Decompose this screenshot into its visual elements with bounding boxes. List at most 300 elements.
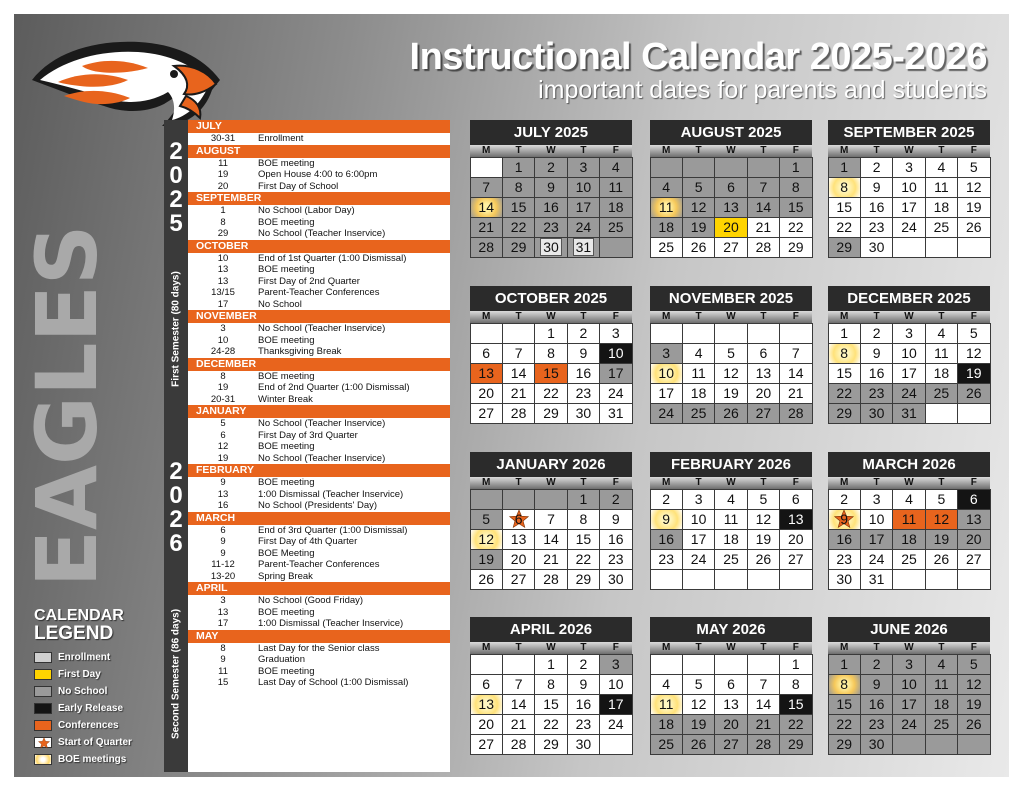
day-cell[interactable] xyxy=(779,383,812,404)
day-cell[interactable] xyxy=(828,734,861,755)
legend-item-star xyxy=(34,734,164,751)
day-cell[interactable] xyxy=(534,734,567,755)
day-cell[interactable] xyxy=(779,403,812,424)
day-cell[interactable] xyxy=(925,694,958,715)
day-cell[interactable] xyxy=(682,549,715,570)
day-cell[interactable] xyxy=(714,734,747,755)
month-calendar xyxy=(470,286,632,423)
day-cell[interactable] xyxy=(860,403,893,424)
empty-day-cell xyxy=(957,734,990,755)
event-date: 16 xyxy=(217,500,229,511)
day-cell[interactable] xyxy=(957,157,990,178)
day-cell[interactable] xyxy=(470,529,503,550)
day-cell[interactable] xyxy=(682,217,715,238)
day-cell[interactable] xyxy=(860,197,893,218)
day-cell[interactable] xyxy=(957,363,990,384)
day-cell[interactable] xyxy=(828,549,861,570)
day-cell[interactable] xyxy=(534,363,567,384)
day-cell[interactable] xyxy=(957,343,990,364)
day-cell[interactable] xyxy=(470,177,503,198)
day-number: 19 xyxy=(933,530,950,547)
day-cell[interactable] xyxy=(534,714,567,735)
day-cell[interactable] xyxy=(567,674,600,695)
day-cell[interactable] xyxy=(650,734,683,755)
day-cell[interactable] xyxy=(747,383,780,404)
day-cell[interactable] xyxy=(567,403,600,424)
day-cell[interactable] xyxy=(567,489,600,510)
day-cell[interactable] xyxy=(892,489,925,510)
day-cell[interactable] xyxy=(567,343,600,364)
day-cell[interactable] xyxy=(534,654,567,675)
day-cell[interactable] xyxy=(828,177,861,198)
day-cell[interactable] xyxy=(682,694,715,715)
day-cell[interactable] xyxy=(682,383,715,404)
day-cell[interactable] xyxy=(567,157,600,178)
day-cell[interactable] xyxy=(534,509,567,530)
day-cell[interactable] xyxy=(534,343,567,364)
day-cell[interactable] xyxy=(502,403,535,424)
day-cell[interactable] xyxy=(599,197,632,218)
day-cell[interactable] xyxy=(779,177,812,198)
day-cell[interactable] xyxy=(860,549,893,570)
day-cell[interactable] xyxy=(534,403,567,424)
day-cell[interactable] xyxy=(682,403,715,424)
day-cell[interactable] xyxy=(470,197,503,218)
day-cell[interactable] xyxy=(650,383,683,404)
day-cell[interactable] xyxy=(957,549,990,570)
day-cell[interactable] xyxy=(779,509,812,530)
day-cell[interactable] xyxy=(502,509,535,530)
day-cell[interactable] xyxy=(567,694,600,715)
day-cell[interactable] xyxy=(567,549,600,570)
day-cell[interactable] xyxy=(828,694,861,715)
day-cell[interactable] xyxy=(682,363,715,384)
day-cell[interactable] xyxy=(747,714,780,735)
day-number: 16 xyxy=(836,530,852,547)
day-cell[interactable] xyxy=(860,529,893,550)
day-cell[interactable] xyxy=(892,323,925,344)
day-number: 23 xyxy=(575,715,592,732)
weekday-header: W xyxy=(546,642,556,653)
day-cell[interactable] xyxy=(957,674,990,695)
event-row xyxy=(188,654,450,666)
day-cell[interactable] xyxy=(957,217,990,238)
day-cell[interactable] xyxy=(747,363,780,384)
day-cell[interactable] xyxy=(470,549,503,570)
day-number: 19 xyxy=(723,384,739,401)
day-cell[interactable] xyxy=(860,323,893,344)
day-cell[interactable] xyxy=(682,237,715,258)
day-cell[interactable] xyxy=(779,734,812,755)
day-cell[interactable] xyxy=(470,734,503,755)
day-cell[interactable] xyxy=(470,694,503,715)
day-cell[interactable] xyxy=(650,549,683,570)
day-cell[interactable] xyxy=(650,694,683,715)
day-cell[interactable] xyxy=(470,714,503,735)
day-cell[interactable] xyxy=(747,674,780,695)
month-title: DECEMBER 2025 xyxy=(828,286,990,311)
day-cell[interactable] xyxy=(470,509,503,530)
day-cell[interactable] xyxy=(534,157,567,178)
day-cell[interactable] xyxy=(650,674,683,695)
day-cell[interactable] xyxy=(892,403,925,424)
day-cell[interactable] xyxy=(957,694,990,715)
day-number: 1 xyxy=(791,158,800,175)
day-cell[interactable] xyxy=(534,549,567,570)
day-cell[interactable] xyxy=(892,217,925,238)
day-number: 24 xyxy=(608,715,624,732)
day-cell[interactable] xyxy=(925,509,958,530)
day-cell[interactable] xyxy=(925,217,958,238)
day-cell[interactable] xyxy=(567,529,600,550)
event-row xyxy=(188,571,450,583)
day-cell[interactable] xyxy=(682,529,715,550)
day-cell[interactable] xyxy=(682,734,715,755)
day-cell[interactable] xyxy=(682,509,715,530)
day-cell[interactable] xyxy=(714,383,747,404)
day-cell[interactable] xyxy=(599,177,632,198)
day-cell[interactable] xyxy=(747,694,780,715)
day-cell[interactable] xyxy=(502,569,535,590)
day-number: 25 xyxy=(723,550,739,567)
day-cell[interactable] xyxy=(714,403,747,424)
day-cell[interactable] xyxy=(925,529,958,550)
day-cell[interactable] xyxy=(470,383,503,404)
day-cell[interactable] xyxy=(860,363,893,384)
day-cell[interactable] xyxy=(714,694,747,715)
day-cell[interactable] xyxy=(599,549,632,570)
day-cell[interactable] xyxy=(860,674,893,695)
day-cell[interactable] xyxy=(502,217,535,238)
day-cell[interactable] xyxy=(925,674,958,695)
event-row xyxy=(188,441,450,453)
day-cell[interactable] xyxy=(828,529,861,550)
day-cell[interactable] xyxy=(828,237,861,258)
day-cell[interactable] xyxy=(957,654,990,675)
day-cell[interactable] xyxy=(714,714,747,735)
day-cell[interactable] xyxy=(599,569,632,590)
day-cell[interactable] xyxy=(828,323,861,344)
day-cell[interactable] xyxy=(599,489,632,510)
day-cell[interactable] xyxy=(860,734,893,755)
day-cell[interactable] xyxy=(925,549,958,570)
day-cell[interactable] xyxy=(747,509,780,530)
day-cell[interactable] xyxy=(892,197,925,218)
day-cell[interactable] xyxy=(502,383,535,404)
day-cell[interactable] xyxy=(502,549,535,570)
day-cell[interactable] xyxy=(534,529,567,550)
day-number: 27 xyxy=(510,570,527,587)
legend-swatch xyxy=(34,652,52,663)
day-cell[interactable] xyxy=(470,343,503,364)
day-cell[interactable] xyxy=(892,157,925,178)
day-cell[interactable] xyxy=(747,197,780,218)
day-cell[interactable] xyxy=(599,343,632,364)
day-cell[interactable] xyxy=(534,217,567,238)
day-cell[interactable] xyxy=(599,694,632,715)
day-cell[interactable] xyxy=(502,177,535,198)
day-cell[interactable] xyxy=(828,489,861,510)
day-cell[interactable] xyxy=(682,674,715,695)
day-cell[interactable] xyxy=(714,217,747,238)
day-cell[interactable] xyxy=(534,237,567,258)
day-cell[interactable] xyxy=(957,323,990,344)
day-cell[interactable] xyxy=(828,197,861,218)
day-cell[interactable] xyxy=(860,217,893,238)
day-cell[interactable] xyxy=(534,323,567,344)
day-cell[interactable] xyxy=(599,403,632,424)
day-cell[interactable] xyxy=(860,237,893,258)
day-cell[interactable] xyxy=(502,734,535,755)
day-cell[interactable] xyxy=(714,177,747,198)
day-cell[interactable] xyxy=(747,237,780,258)
day-cell[interactable] xyxy=(567,509,600,530)
day-cell[interactable] xyxy=(925,343,958,364)
day-cell[interactable] xyxy=(502,529,535,550)
day-cell[interactable] xyxy=(747,489,780,510)
day-cell[interactable] xyxy=(828,363,861,384)
day-cell[interactable] xyxy=(650,177,683,198)
day-cell[interactable] xyxy=(925,197,958,218)
day-cell[interactable] xyxy=(779,197,812,218)
day-cell[interactable] xyxy=(650,197,683,218)
day-cell[interactable] xyxy=(567,383,600,404)
day-cell[interactable] xyxy=(502,694,535,715)
day-cell[interactable] xyxy=(828,569,861,590)
day-cell[interactable] xyxy=(779,654,812,675)
day-cell[interactable] xyxy=(892,343,925,364)
day-cell[interactable] xyxy=(957,714,990,735)
day-cell[interactable] xyxy=(682,177,715,198)
day-cell[interactable] xyxy=(470,217,503,238)
day-cell[interactable] xyxy=(860,569,893,590)
day-cell[interactable] xyxy=(714,197,747,218)
day-cell[interactable] xyxy=(747,217,780,238)
day-number: 4 xyxy=(662,178,671,195)
day-cell[interactable] xyxy=(650,343,683,364)
day-cell[interactable] xyxy=(779,363,812,384)
day-cell[interactable] xyxy=(650,489,683,510)
day-cell[interactable] xyxy=(860,694,893,715)
day-cell[interactable] xyxy=(957,177,990,198)
day-cell[interactable] xyxy=(892,529,925,550)
day-cell[interactable] xyxy=(682,489,715,510)
day-cell[interactable] xyxy=(650,237,683,258)
day-cell[interactable] xyxy=(714,343,747,364)
day-cell[interactable] xyxy=(599,714,632,735)
day-cell[interactable] xyxy=(828,157,861,178)
day-number: 15 xyxy=(543,695,559,712)
day-cell[interactable] xyxy=(892,509,925,530)
day-cell[interactable] xyxy=(567,363,600,384)
day-cell[interactable] xyxy=(470,674,503,695)
day-number: 7 xyxy=(482,178,491,195)
day-cell[interactable] xyxy=(567,197,600,218)
weekday-header-row xyxy=(650,642,812,654)
day-cell[interactable] xyxy=(925,489,958,510)
day-cell[interactable] xyxy=(779,549,812,570)
day-cell[interactable] xyxy=(779,237,812,258)
month-events-march xyxy=(188,512,450,583)
day-cell[interactable] xyxy=(470,569,503,590)
day-cell[interactable] xyxy=(502,343,535,364)
day-cell[interactable] xyxy=(650,217,683,238)
day-cell[interactable] xyxy=(650,529,683,550)
calendar-poster xyxy=(14,14,1009,777)
day-cell[interactable] xyxy=(925,714,958,735)
weekday-header: T xyxy=(873,642,880,653)
day-cell[interactable] xyxy=(828,383,861,404)
day-cell[interactable] xyxy=(925,383,958,404)
day-cell[interactable] xyxy=(957,197,990,218)
day-cell[interactable] xyxy=(502,363,535,384)
day-number: 28 xyxy=(755,238,772,255)
day-cell[interactable] xyxy=(599,674,632,695)
day-cell[interactable] xyxy=(714,237,747,258)
day-cell[interactable] xyxy=(779,489,812,510)
day-cell[interactable] xyxy=(502,237,535,258)
day-cell[interactable] xyxy=(534,674,567,695)
day-cell[interactable] xyxy=(682,714,715,735)
day-cell[interactable] xyxy=(892,177,925,198)
day-cell[interactable] xyxy=(892,714,925,735)
day-cell[interactable] xyxy=(567,714,600,735)
day-cell[interactable] xyxy=(892,694,925,715)
day-number: 15 xyxy=(788,198,804,215)
day-cell[interactable] xyxy=(828,714,861,735)
day-cell[interactable] xyxy=(599,217,632,238)
day-cell[interactable] xyxy=(828,217,861,238)
day-cell[interactable] xyxy=(957,509,990,530)
day-cell[interactable] xyxy=(957,489,990,510)
day-cell[interactable] xyxy=(567,734,600,755)
day-cell[interactable] xyxy=(567,177,600,198)
day-cell[interactable] xyxy=(860,714,893,735)
day-cell[interactable] xyxy=(534,177,567,198)
day-cell[interactable] xyxy=(779,714,812,735)
day-cell[interactable] xyxy=(714,549,747,570)
day-cell[interactable] xyxy=(567,237,600,258)
day-cell[interactable] xyxy=(650,363,683,384)
day-cell[interactable] xyxy=(828,343,861,364)
day-number: 25 xyxy=(933,218,950,235)
day-cell[interactable] xyxy=(534,383,567,404)
event-row xyxy=(188,548,450,560)
day-cell[interactable] xyxy=(860,177,893,198)
day-number: 3 xyxy=(872,490,881,507)
day-cell[interactable] xyxy=(599,363,632,384)
day-cell[interactable] xyxy=(860,489,893,510)
day-cell[interactable] xyxy=(470,363,503,384)
day-cell[interactable] xyxy=(599,654,632,675)
day-cell[interactable] xyxy=(828,403,861,424)
day-cell[interactable] xyxy=(747,549,780,570)
day-cell[interactable] xyxy=(714,489,747,510)
weekday-header: F xyxy=(792,477,799,488)
day-cell[interactable] xyxy=(567,323,600,344)
day-cell[interactable] xyxy=(860,157,893,178)
day-cell[interactable] xyxy=(714,363,747,384)
day-cell[interactable] xyxy=(747,529,780,550)
day-cell[interactable] xyxy=(502,674,535,695)
day-cell[interactable] xyxy=(650,714,683,735)
day-cell[interactable] xyxy=(599,529,632,550)
day-cell[interactable] xyxy=(779,343,812,364)
day-cell[interactable] xyxy=(650,509,683,530)
day-cell[interactable] xyxy=(599,157,632,178)
day-cell[interactable] xyxy=(779,694,812,715)
day-cell[interactable] xyxy=(860,343,893,364)
day-cell[interactable] xyxy=(925,654,958,675)
day-cell[interactable] xyxy=(714,509,747,530)
day-cell[interactable] xyxy=(682,197,715,218)
day-cell[interactable] xyxy=(892,674,925,695)
day-cell[interactable] xyxy=(747,734,780,755)
day-number: 8 xyxy=(547,675,555,692)
day-cell[interactable] xyxy=(747,177,780,198)
day-cell[interactable] xyxy=(567,654,600,675)
day-cell[interactable] xyxy=(534,197,567,218)
empty-day-cell xyxy=(682,569,715,590)
day-cell[interactable] xyxy=(682,343,715,364)
day-cell[interactable] xyxy=(567,569,600,590)
day-cell[interactable] xyxy=(779,674,812,695)
day-cell[interactable] xyxy=(925,363,958,384)
day-cell[interactable] xyxy=(502,714,535,735)
day-cell[interactable] xyxy=(860,509,893,530)
day-cell[interactable] xyxy=(714,674,747,695)
day-cell[interactable] xyxy=(892,363,925,384)
calendar-legend xyxy=(34,608,164,768)
day-cell[interactable] xyxy=(892,383,925,404)
day-cell[interactable] xyxy=(860,654,893,675)
day-cell[interactable] xyxy=(650,403,683,424)
day-cell[interactable] xyxy=(534,694,567,715)
day-number: 27 xyxy=(966,550,982,567)
day-cell[interactable] xyxy=(828,654,861,675)
day-cell[interactable] xyxy=(534,569,567,590)
day-cell[interactable] xyxy=(925,323,958,344)
day-cell[interactable] xyxy=(567,217,600,238)
day-cell[interactable] xyxy=(470,403,503,424)
event-description: BOE meeting xyxy=(258,264,315,275)
day-cell[interactable] xyxy=(747,403,780,424)
day-cell[interactable] xyxy=(470,237,503,258)
day-cell[interactable] xyxy=(502,197,535,218)
day-cell[interactable] xyxy=(779,157,812,178)
day-cell[interactable] xyxy=(714,529,747,550)
weekday-header: W xyxy=(904,642,914,653)
day-cell[interactable] xyxy=(828,674,861,695)
day-cell[interactable] xyxy=(925,177,958,198)
day-cell[interactable] xyxy=(502,157,535,178)
day-cell[interactable] xyxy=(599,383,632,404)
day-cell[interactable] xyxy=(599,323,632,344)
day-cell[interactable] xyxy=(925,157,958,178)
day-cell[interactable] xyxy=(828,509,861,530)
day-cell[interactable] xyxy=(892,654,925,675)
day-cell[interactable] xyxy=(860,383,893,404)
day-cell[interactable] xyxy=(779,529,812,550)
event-date: 9 xyxy=(220,654,226,665)
day-cell[interactable] xyxy=(957,383,990,404)
day-cell[interactable] xyxy=(957,529,990,550)
day-cell[interactable] xyxy=(747,343,780,364)
day-cell[interactable] xyxy=(779,217,812,238)
day-cell[interactable] xyxy=(892,549,925,570)
empty-day-cell xyxy=(470,323,503,344)
day-cell[interactable] xyxy=(599,509,632,530)
